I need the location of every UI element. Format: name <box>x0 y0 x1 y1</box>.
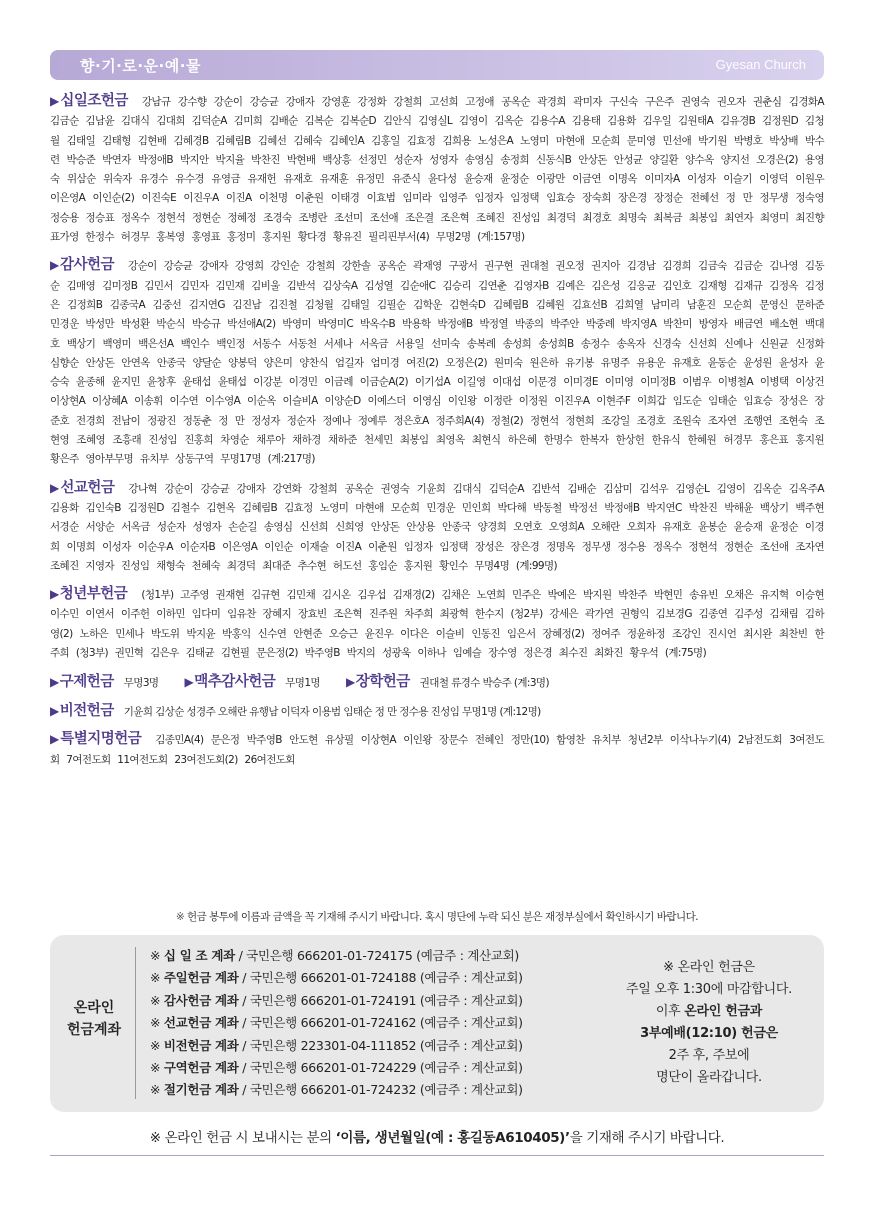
account-number: / 국민은행 666201-01-724175 (예금주 : 계산교회) <box>234 948 520 963</box>
reference-mark-icon: ※ <box>150 992 161 1008</box>
reference-mark-icon: ※ <box>150 970 161 986</box>
youth-names: (청1부) 고주영 권재현 김규현 김민채 김시온 김우섭 김재경(2) 김채은 노연희 민주은 박예은 박지원 박찬주 박현민 송유빈 오채은 유지혁 이승현 이수민 이연서 이주헌 이하민 임다미 임유찬 장혜지 장효빈 조은혁 진주원 차주희 최광혁 한수지 (청2부) 강세은 곽가연 권형익 김보경G 김종연 김주성 김채림 김하영(2) 노하은 민세나 박도위 박지윤 박홍익 신수연 안현준 오승근 윤진우 이다은 이슬비 인동진 임은서 장혜정(2) 정여주 정윤하정 조강인 진시언 최시완 최찬빈 한주희 (청3부) 권민혁 김은우 김태균 김현필 문은정(2) 박주영B 박지의 성광욱 이하나 임예슬 장수영 정은경 최수진 최화진 황우석 (계:75명) <box>50 589 824 660</box>
barley-names: 무명1명 <box>285 677 320 690</box>
bottom-divider <box>50 1155 824 1156</box>
triangle-bullet-icon: ▶ <box>50 258 59 273</box>
reference-mark-icon: ※ <box>150 1060 161 1076</box>
tithe-heading <box>50 93 128 109</box>
thanks-names: 강순이 강승균 강애자 강영희 강인순 강철희 강한솔 공옥순 곽재영 구광서 권구현 권대철 권오정 권지아 김경남 김경희 김금숙 김금순 김나영 김동순 김매영 김미정B 김민서 김민자 김민재 김비울 김반석 김상숙A 김성열 김순애C 김승리 김연춘 김영자B 김예은 김은성 김응균 김인호 김재형 김재규 김정옥 김정은 김정희B 김종국A 김중선 김지연G 김진남 김진철 김청월 김태일 김필순 김학운 김현숙D 김혜림B 김혜원 김효선B 김희열 남미리 남훈진 모순희 문영신 문하준 민경운 박성만 박성환 박순식 박승규 박선애A(2) 박영미 박영미C 박옥수B 박용학 박정애B 박정열 박종의 박주안 박중례 박지영A 박찬미 방영자 배금연 배소현 백대호 백상기 백영미 백은선A 백인수 백인정 서동수 서동천 서세나 서옥금 서용일 선미숙 송복례 송성희 송성희B 송정수 송옥자 신경숙 신선희 신예나 신원균 신정화 심향순 안상돈 안연옥 안종국 양달순 양봉덕 양은미 양찬식 엄길자 엄미경 여진(2) 오정은(2) 원미숙 원은하 유기봉 유명주 유용운 유재호 윤동순 윤성원 윤성자 윤승숙 윤종해 윤지민 윤창후 윤태섭 윤태섭 이강분 이경민 이금례 이금순A(2) 이기섭A 이길영 이대섭 이문경 이미경E 이미영 이미정B 이범우 이병철A 이병택 이상건 이상현A 이상혜A 이송휘 이수연 이수영A 이순옥 이슬비A 이양순D 이예스더 이영심 이인왕 이정란 이정원 이진우A 이현주F 이희갑 임도순 임태순 임효승 장성은 장준호 전경희 전남이 정광진 정동춘 정 만 정성자 정순자 정예나 정예루 정은호A 정주희A(4) 정철(2) 정현석 정현희 조강일 조경호 조원숙 조자연 조행연 조현숙 조현영 조혜영 조흥래 진성임 진홍희 차영순 채루아 채하경 채하준 천세민 최봉임 최영옥 최현식 하은혜 한명수 한복자 한상헌 한유식 한혜원 허경무 홍은표 홍지원 황은주 영아부무명 유치부 상동구역 무명17명 (계:217명) <box>50 260 824 466</box>
vision-names: 기윤희 김상순 성경주 오해란 유행남 이덕자 이용범 임태순 정 만 정수용 진성임 무명1명 (계:12명) <box>123 706 541 719</box>
account-number: / 국민은행 666201-01-724229 (예금주 : 계산교회) <box>238 1060 523 1076</box>
account-number: / 국민은행 666201-01-724188 (예금주 : 계산교회) <box>238 970 523 986</box>
instruction-prefix: ※ 온라인 헌금 시 보내시는 분의 <box>149 1130 336 1146</box>
barley-title: 맥추감사헌금 <box>194 674 276 691</box>
mission-title: 선교헌금 <box>60 479 115 496</box>
account-list <box>150 945 610 1102</box>
youth-title: 청년부헌금 <box>59 586 128 603</box>
offering-header-bar <box>50 50 824 80</box>
header-title: 향·기·로·운·예·물 <box>80 57 201 75</box>
note-line: 주일 오후 1:30에 마감합니다. <box>626 982 792 997</box>
account-name: 구역헌금 계좌 <box>163 1060 239 1076</box>
reference-mark-icon: ※ <box>150 1082 161 1098</box>
account-number: / 국민은행 666201-01-724162 (예금주 : 계산교회) <box>238 1015 523 1031</box>
scholarship-heading <box>346 674 410 690</box>
account-row <box>150 967 610 989</box>
account-name: 감사헌금 계좌 <box>163 992 239 1008</box>
vision-section <box>50 701 824 722</box>
thanks-heading <box>50 257 114 273</box>
reference-mark-icon: ※ <box>150 948 161 963</box>
online-giving-instruction <box>50 1126 824 1146</box>
account-name: 비전헌금 계좌 <box>163 1037 239 1053</box>
relief-names: 무명3명 <box>123 677 159 690</box>
youth-heading <box>50 586 127 602</box>
online-label-line2: 헌금계좌 <box>66 1022 122 1038</box>
mission-heading <box>50 480 114 496</box>
account-number: / 국민은행 666201-01-724191 (예금주 : 계산교회) <box>238 992 523 1008</box>
thanks-title: 감사헌금 <box>60 257 115 274</box>
note-line <box>598 1001 820 1023</box>
note-line: ※ 온라인 헌금은 <box>663 960 755 975</box>
online-label-line1: 온라인 <box>73 1000 115 1016</box>
triangle-bullet-icon: ▶ <box>50 587 59 602</box>
note-line: 명단이 올라갑니다. <box>656 1070 762 1085</box>
triangle-bullet-icon: ▶ <box>50 675 59 690</box>
reference-mark-icon: ※ <box>150 1015 161 1031</box>
envelope-notice <box>50 909 824 924</box>
tithe-title: 십일조헌금 <box>60 93 128 109</box>
special-heading <box>50 731 141 747</box>
note-bold-text: 3부예배(12:10) 헌금은 <box>640 1026 778 1041</box>
triangle-bullet-icon: ▶ <box>50 94 60 108</box>
youth-section <box>50 585 824 663</box>
divider <box>135 947 136 1099</box>
triangle-bullet-icon: ▶ <box>345 675 355 690</box>
account-row <box>150 990 610 1012</box>
online-deadline-note <box>598 957 820 1089</box>
vision-title: 비전헌금 <box>59 703 114 720</box>
thanks-section <box>50 256 824 469</box>
relief-heading <box>50 674 114 690</box>
note-line: 2주 후, 주보에 <box>668 1048 750 1063</box>
relief-title: 구제헌금 <box>59 674 114 691</box>
account-name: 절기헌금 계좌 <box>163 1082 239 1098</box>
scholarship-names: 권대철 류경수 박승주 (계:3명) <box>419 677 549 690</box>
vision-heading <box>50 703 114 719</box>
online-accounts-box <box>50 935 824 1112</box>
account-name: 선교헌금 계좌 <box>163 1015 239 1031</box>
tithe-section <box>50 92 824 247</box>
scholarship-title: 장학헌금 <box>355 674 410 691</box>
instruction-bold: ‘이름, 생년월일(예 : 홍길동A610405)’ <box>335 1130 570 1146</box>
account-row <box>150 1079 610 1101</box>
triangle-bullet-icon: ▶ <box>50 704 59 719</box>
mission-section <box>50 479 824 576</box>
account-row <box>150 945 610 967</box>
church-name: Gyesan Church <box>715 57 806 72</box>
online-accounts-label <box>56 997 132 1041</box>
small-offerings-row <box>50 672 824 693</box>
instruction-suffix: 을 기재해 주시기 바랍니다. <box>569 1130 725 1146</box>
account-name: 십 일 조 계좌 <box>163 948 235 963</box>
note-bold-text: 온라인 헌금과 <box>684 1004 763 1019</box>
account-number: / 국민은행 223301-04-111852 (예금주 : 계산교회) <box>238 1037 523 1053</box>
note-text: 이후 <box>655 1004 685 1019</box>
account-number: / 국민은행 666201-01-724232 (예금주 : 계산교회) <box>238 1082 523 1098</box>
special-title: 특별지명헌금 <box>60 731 142 748</box>
offering-list <box>50 92 824 779</box>
account-row <box>150 1035 610 1057</box>
triangle-bullet-icon: ▶ <box>50 732 60 747</box>
reference-mark-icon: ※ <box>150 1037 161 1053</box>
account-name: 주일헌금 계좌 <box>163 970 239 986</box>
envelope-notice-text: 헌금 봉투에 이름과 금액을 꼭 기재해 주시기 바랍니다. 혹시 명단에 누락 되신 분은 재정부실에서 확인하시기 바랍니다. <box>187 911 699 923</box>
tithe-names: 강남규 강수향 강순이 강승균 강애자 강영훈 강정화 강철희 고선희 고정애 공옥순 곽경희 곽미자 구신숙 구은주 권영숙 권오자 권춘심 김경화A 김금순 김남윤 김대식 김대희 김덕순A 김미희 김배순 김복순 김복순D 김안식 김영실L 김영이 김옥순 김용수A 김용태 김용화 김우일 김원태A 김유경B 김정원D 김청월 김태일 김태형 김현배 김혜경B 김혜림B 김혜선 김혜숙 김혜인A 김홍일 김효정 김희용 노성은A 노영미 마현애 모순희 문미영 민선애 박기원 박병호 박상배 박수련 박승준 박연자 박정애B 박지안 박지율 박찬진 박현배 백상흥 선정민 성순자 성영자 송영심 송정희 신동식B 안상돈 안성균 양길환 양수옥 양지선 오경은(2) 용영숙 위삼순 위숙자 유경수 유수경 유영금 유재헌 유재호 유재훈 유정민 유준식 윤다성 윤승재 윤정순 이광만 이금연 이명옥 이미자A 이성자 이슬기 이영덕 이원우 이은영A 이인순(2) 이진숙E 이진우A 이진A 이천명 이춘원 이태경 이효범 임미라 임영주 임정자 임정택 임효승 장숙희 장은경 장정순 전혜선 정 만 정무생 정숙영 정승용 정승표 정옥수 정현석 정현순 정혜정 조경숙 조병란 조선미 조선애 조은결 조은혁 조혜진 진성임 최경덕 최경호 최명숙 최복금 최봉임 최연자 최영미 최진향 표가영 한정수 허경무 홍복영 홍영표 홍정미 홍지원 황다경 황유진 필리핀부서(4) 무명2명 (계:157명) <box>50 96 825 244</box>
triangle-bullet-icon: ▶ <box>184 675 194 690</box>
account-row <box>150 1057 610 1079</box>
special-names: 김종민A(4) 문은정 박주영B 안도현 유상필 이상현A 이인왕 장문수 전혜인 정만(10) 함영찬 유치부 청년2부 이삭나누기(4) 2남전도회 3여전도회 7여전도회 11여전도회 23여전도회(2) 26여전도회 <box>50 734 824 766</box>
account-row <box>150 1012 610 1034</box>
triangle-bullet-icon: ▶ <box>50 480 60 495</box>
mission-names: 강나혁 강순이 강승균 강애자 강연화 강철희 공옥순 권영숙 기윤희 김대식 김덕순A 김반석 김배순 김삼미 김석우 김영순L 김영이 김옥순 김옥주A 김용화 김인숙B 김정원D 김철수 김현옥 김혜림B 김효정 노영미 마현애 모순희 민경운 민인희 박다해 박동철 박정선 박정애B 박지연C 박찬진 박해윤 백상기 백주현 서경순 서양순 서옥금 성순자 성영자 손순길 송영심 신선희 신희영 안상돈 안상용 안종국 양경희 오연호 오영희A 오해란 오희자 유재호 윤봉순 윤승재 윤정순 이경희 이명희 이성자 이순우A 이순자B 이은영A 이인순 이재술 이진A 이춘원 임정자 임정택 장성은 장은경 정명옥 정무생 정수용 정옥수 정현석 정현순 조선애 조자연 조혜진 지영자 진성임 채형숙 천혜숙 최경덕 최대준 추수현 허도선 홍임순 홍지원 황인수 무명4명 (계:99명) <box>50 482 824 572</box>
barley-heading <box>184 674 275 690</box>
reference-mark-icon: ※ <box>175 911 185 923</box>
special-section <box>50 730 824 770</box>
